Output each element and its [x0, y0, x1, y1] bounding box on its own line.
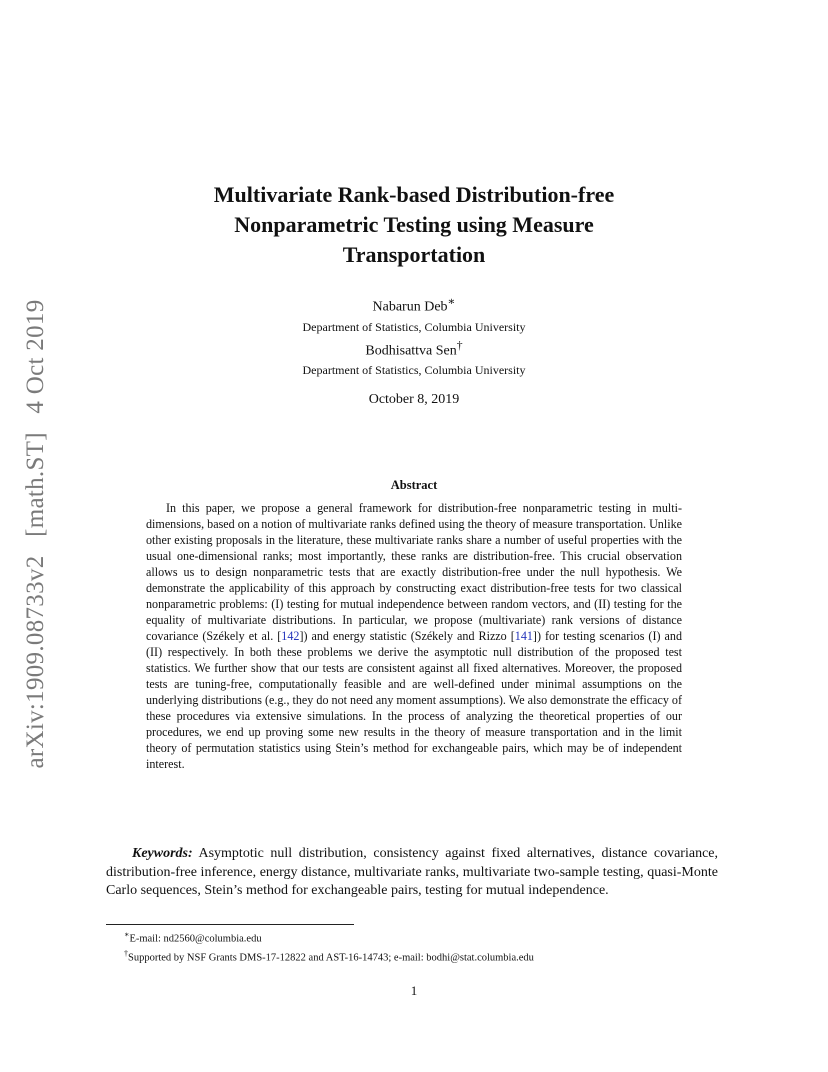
arxiv-date: 4 Oct 2019	[22, 299, 49, 414]
title-line: Multivariate Rank-based Distribution-free	[213, 182, 615, 207]
title-line: Transportation	[342, 242, 486, 267]
author-affiliation: Department of Statistics, Columbia University	[302, 319, 526, 334]
keywords-paragraph	[106, 845, 718, 901]
citation-link[interactable]: 142	[281, 629, 300, 643]
abstract-body: In this paper, we propose a general framework for distribution-free nonparametric testing in multi-dimensions, based on a notion of multivariate ranks defined using the theory of measure transportation. Unlike other existing proposals in the literature, these multivariate ranks share a number of useful properties with the usual one-dimensional ranks; most importantly, these ranks are distribution-free. This crucial observation allows us to design nonparametric tests that are exactly distribution-free under the null hypothesis. We demonstrate the applicability of this approach by constructing exact distribution-free tests for two classical nonparametric problems: (I) testing for mutual independence between random vectors, and (II) testing for the equality of multivariate distributions. In particular, we propose (multivariate) rank versions of distance covariance (Székely et al. [142]) and energy statistic (Székely and Rizzo [141]) for testing scenarios (I) and (II) respectively. In both these problems we derive the asymptotic null distribution of the proposed test statistics. We further show that our tests are consistent against all fixed alternatives. Moreover, the proposed tests are tuning-free, computationally feasible and are well-defined under minimal assumptions on the underlying distributions (e.g., they do not need any moment assumptions). We also demonstrate the efficacy of these procedures via extensive simulations. In the process of analyzing the theoretical properties of our procedures, we end up proving some new results in the theory of measure transportation and in the limit theory of permutation statistics using Stein’s method for exchangeable pairs, which may be of independent interest.	[146, 501, 682, 771]
footnote-mark: ∗	[124, 930, 130, 939]
author-block	[120, 292, 708, 379]
paper-date: October 8, 2019	[368, 392, 460, 407]
footnote-mark: †	[124, 948, 128, 958]
citation-link[interactable]: 141	[514, 629, 533, 643]
arxiv-sidebar-stamp	[22, 287, 50, 768]
footnote: ∗E-mail: nd2560@columbia.edu	[124, 930, 262, 945]
author-name: Nabarun Deb∗	[372, 295, 456, 315]
abstract-heading: Abstract	[390, 478, 438, 492]
arxiv-id: arXiv:1909.08733v2	[22, 555, 49, 769]
footnotes	[106, 928, 726, 965]
author-name: Bodhisattva Sen†	[365, 338, 463, 359]
author-affiliation: Department of Statistics, Columbia University	[302, 363, 526, 378]
footnote-mark: †	[456, 338, 463, 352]
keywords-label: Keywords:	[132, 846, 193, 861]
keywords-text: Asymptotic null distribution, consistency against fixed alternatives, distance covariance, distribution-free inference, energy distance, multivariate ranks, multivariate two-sample testing, quasi-Monte Carlo sequences, Stein’s method for exchangeable pairs, testing for mutual independence.	[106, 846, 719, 898]
page-number: 1	[410, 983, 418, 998]
arxiv-category: [math.ST]	[22, 432, 49, 537]
paper-title	[120, 180, 708, 270]
footnote-divider	[106, 924, 354, 925]
footnote: †Supported by NSF Grants DMS-17-12822 and AST-16-14743; e-mail: bodhi@stat.columbia.edu	[124, 948, 534, 963]
footnote-mark: ∗	[447, 295, 456, 308]
title-line: Nonparametric Testing using Measure	[234, 212, 594, 237]
